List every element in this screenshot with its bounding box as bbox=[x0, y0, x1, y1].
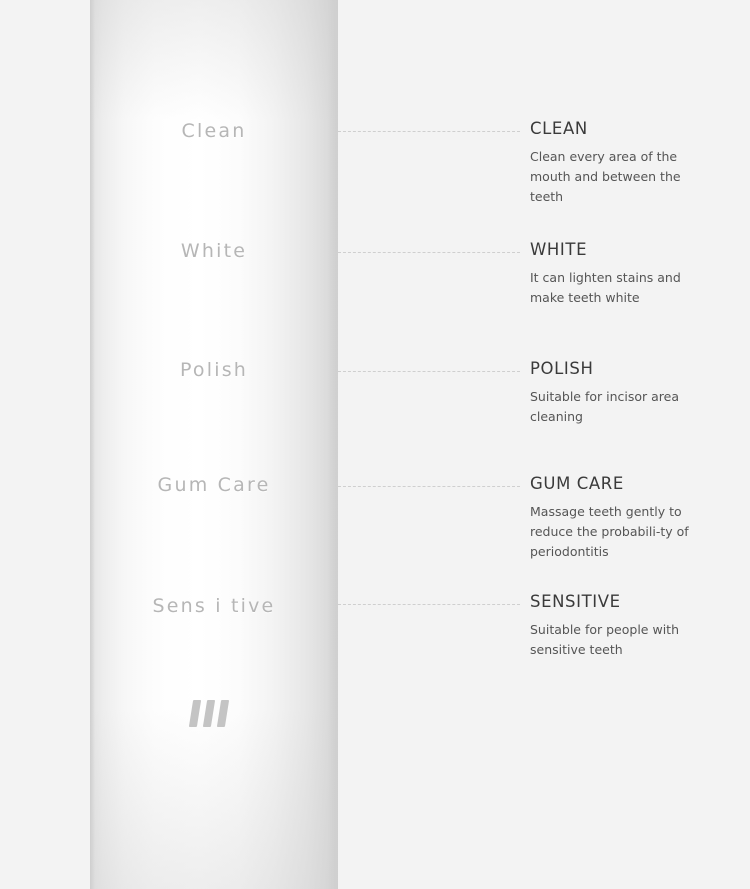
printed-mode-label-clean: Clean bbox=[181, 120, 247, 142]
callout-title-clean: CLEAN bbox=[530, 119, 588, 138]
leader-line-polish bbox=[338, 371, 520, 372]
leader-line-white bbox=[338, 252, 520, 253]
handle-top-shading bbox=[90, 0, 338, 120]
callout-title-sensitive: SENSITIVE bbox=[530, 592, 621, 611]
callout-desc-gum-care: Massage teeth gently to reduce the probabili-ty of periodontitis bbox=[530, 504, 689, 560]
callout-title-white: WHITE bbox=[530, 240, 588, 259]
callout-title-polish: POLISH bbox=[530, 359, 594, 378]
callout-desc-sensitive: Suitable for people with sensitive teeth bbox=[530, 622, 679, 658]
leader-line-sensitive bbox=[338, 604, 520, 605]
callout-desc-clean: Clean every area of the mouth and between the teeth bbox=[530, 149, 681, 205]
callout-sensitive bbox=[530, 593, 730, 660]
mode-bars-icon-bar-2 bbox=[203, 700, 215, 727]
callout-title-gum-care: GUM CARE bbox=[530, 474, 624, 493]
handle-bottom-shading bbox=[90, 709, 338, 889]
printed-mode-label-sensitive: Sens i tive bbox=[152, 595, 276, 617]
mode-bars-icon-bar-3 bbox=[217, 700, 229, 727]
mode-bars-icon bbox=[189, 700, 239, 734]
leader-line-clean bbox=[338, 131, 520, 132]
callout-white bbox=[530, 241, 730, 308]
callout-desc-white: It can lighten stains and make teeth white bbox=[530, 270, 681, 306]
product-image bbox=[90, 0, 338, 889]
callout-desc-polish: Suitable for incisor area cleaning bbox=[530, 389, 680, 425]
printed-mode-label-white: White bbox=[180, 240, 248, 262]
callout-clean bbox=[530, 120, 730, 207]
printed-mode-label-polish: Polish bbox=[179, 359, 249, 381]
mode-bars-icon-bar-1 bbox=[189, 700, 201, 727]
callout-gum-care bbox=[530, 475, 730, 562]
leader-line-gum-care bbox=[338, 486, 520, 487]
callout-polish bbox=[530, 360, 730, 427]
printed-mode-label-gum-care: Gum Care bbox=[157, 474, 271, 496]
